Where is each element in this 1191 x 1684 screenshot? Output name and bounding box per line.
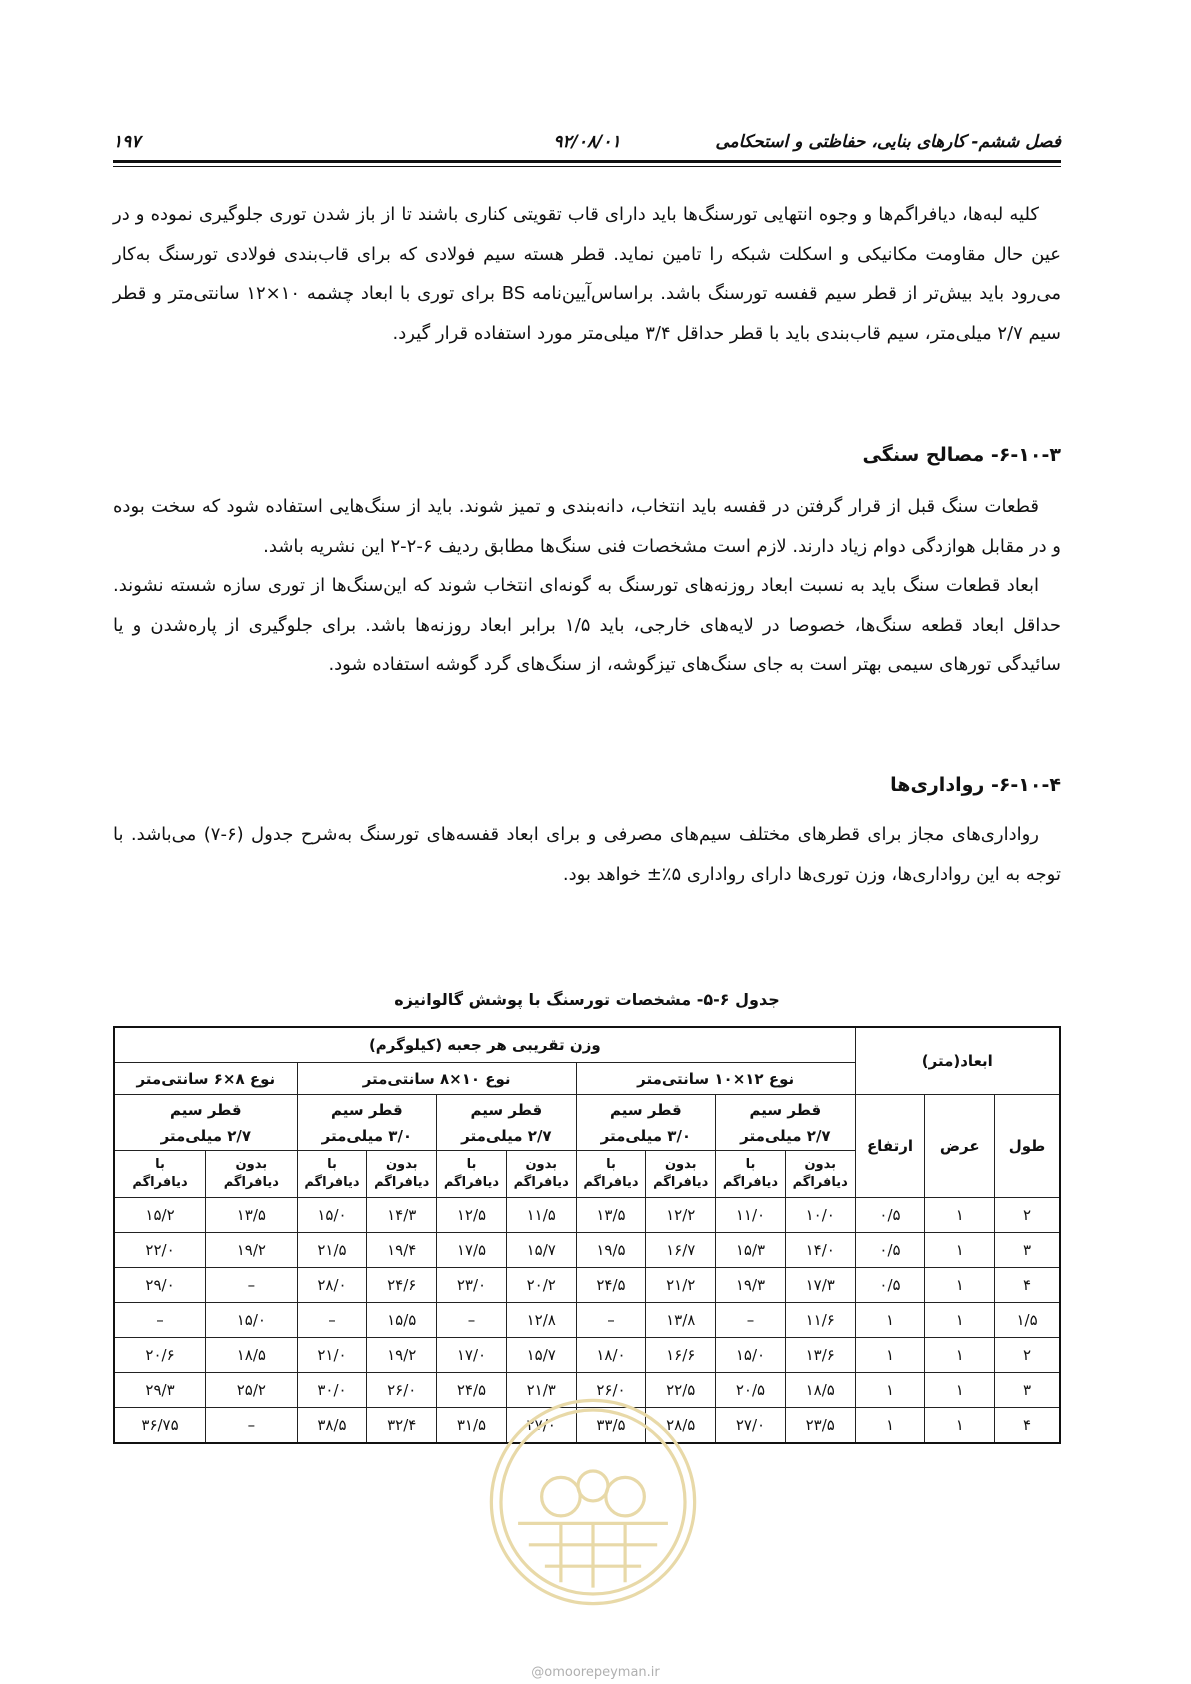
table-cell: ۲۹/۳ [114, 1373, 206, 1408]
table-cell: ۳۲/۴ [367, 1408, 437, 1444]
table-cell: ۱۴/۰ [785, 1233, 855, 1268]
table-cell: – [437, 1303, 507, 1338]
wire-diameter-header: قطر سیم ۳/۰ میلی‌متر [576, 1095, 716, 1151]
type-header: نوع ۱۲×۱۰ سانتی‌متر [576, 1063, 855, 1095]
dimensions-header: ابعاد(متر) [855, 1027, 1060, 1095]
table-cell: ۱۱/۵ [506, 1198, 576, 1233]
table-row [114, 1303, 1060, 1338]
table-cell: ۱۷/۵ [437, 1233, 507, 1268]
chapter-title: فصل ششم- کارهای بنایی، حفاظتی و استحکامی [715, 132, 1061, 152]
table-cell: ۳ [995, 1373, 1060, 1408]
watermark-seal [486, 1395, 700, 1609]
table-cell: ۲۱/۵ [297, 1233, 367, 1268]
header-rule-thin [113, 166, 1061, 167]
table-cell: ۲۳/۵ [785, 1408, 855, 1444]
without-diaphragm-header: بدون دیافراگم [646, 1151, 716, 1198]
table-cell: ۱۵/۲ [114, 1198, 206, 1233]
table-cell: ۱۸/۰ [576, 1338, 646, 1373]
without-diaphragm-header: بدون دیافراگم [785, 1151, 855, 1198]
table-cell: ۲۳/۰ [437, 1268, 507, 1303]
table-cell: ۱ [855, 1373, 925, 1408]
table-cell: ۲۶/۰ [367, 1373, 437, 1408]
table-cell: ۲۸/۰ [297, 1268, 367, 1303]
table-cell: – [297, 1303, 367, 1338]
table-cell: ۱۵/۳ [716, 1233, 786, 1268]
table-cell: ۱۸/۵ [785, 1373, 855, 1408]
table-cell: ۱۸/۵ [206, 1338, 298, 1373]
paragraph: کلیه لبه‌ها، دیافراگم‌ها و وجوه انتهایی تورسنگ‌ها باید دارای قاب تقویتی کناری باشند تا از باز شدن توری جلوگیری نموده و در عین حال مقاومت مکانیکی و اسکلت شبکه را تامین نماید. قطر هسته سیم فولادی که برای قاب‌بندی فولادی تورسنگ به‌کار می‌رود باید بیش‌تر از قطر سیم قفسه تورسنگ باشد. براساس‌آیین‌نامه BS برای توری با ابعاد چشمه ۱۰×۱۲ سانتی‌متر و قطر سیم ۲/۷ میلی‌متر، سیم قاب‌بندی باید با قطر حداقل ۳/۴ میلی‌متر مورد استفاده قرار گیرد. [113, 204, 1061, 344]
table-cell: ۱۵/۷ [506, 1233, 576, 1268]
table-cell: ۳۱/۵ [437, 1408, 507, 1444]
weight-header: وزن تقریبی هر جعبه (کیلوگرم) [114, 1027, 855, 1063]
paragraph-tolerances [113, 815, 1061, 894]
paragraph-stone-dimensions [113, 566, 1061, 685]
table-cell: ۱۲/۸ [506, 1303, 576, 1338]
table-cell: ۱۶/۷ [646, 1233, 716, 1268]
with-diaphragm-header: با دیافراگم [437, 1151, 507, 1198]
table-cell: ۱۳/۵ [206, 1198, 298, 1233]
table-cell: ۱۹/۲ [206, 1233, 298, 1268]
without-diaphragm-header: بدون دیافراگم [367, 1151, 437, 1198]
table-cell: ۲۴/۵ [437, 1373, 507, 1408]
height-header: ارتفاع [855, 1095, 925, 1198]
heading-stone-materials: ۶-۱۰-۳- مصالح سنگی [862, 444, 1061, 466]
table-cell: ۱ [925, 1408, 995, 1444]
table-cell: ۲۰/۲ [506, 1268, 576, 1303]
with-diaphragm-header: با دیافراگم [576, 1151, 646, 1198]
table-cell: ۱۵/۰ [716, 1338, 786, 1373]
table-cell: ۴ [995, 1268, 1060, 1303]
paragraph-stone-selection [113, 487, 1061, 566]
watermark-site: @omoorepeyman.ir [531, 1665, 660, 1680]
without-diaphragm-header: بدون دیافراگم [506, 1151, 576, 1198]
table-cell: ۲ [995, 1338, 1060, 1373]
table-cell: ۱ [925, 1233, 995, 1268]
table-row [114, 1338, 1060, 1373]
wire-diameter-header: قطر سیم ۲/۷ میلی‌متر [716, 1095, 856, 1151]
table-cell: ۱۱/۶ [785, 1303, 855, 1338]
table-cell: ۰/۵ [855, 1198, 925, 1233]
paragraph-frame-reinforcement [113, 195, 1061, 353]
with-diaphragm-header: با دیافراگم [297, 1151, 367, 1198]
table-cell: ۱۵/۰ [297, 1198, 367, 1233]
table-cell: ۱۰/۰ [785, 1198, 855, 1233]
table-cell: ۱۲/۲ [646, 1198, 716, 1233]
table-cell: ۲۵/۲ [206, 1373, 298, 1408]
table-caption: جدول ۶-۵- مشخصات تورسنگ با پوشش گالوانیزه [394, 990, 780, 1009]
type-header: نوع ۸×۶ سانتی‌متر [114, 1063, 297, 1095]
table-cell: ۱۷/۳ [785, 1268, 855, 1303]
table-cell: ۱ [925, 1198, 995, 1233]
without-diaphragm-header: بدون دیافراگم [206, 1151, 298, 1198]
table-cell: ۱/۵ [995, 1303, 1060, 1338]
table-cell: ۳ [995, 1233, 1060, 1268]
section-heading [113, 770, 1061, 800]
table-cell: ۱۳/۶ [785, 1338, 855, 1373]
table-cell: ۱۵/۷ [506, 1338, 576, 1373]
table-cell: – [576, 1303, 646, 1338]
table-cell: ۱۹/۳ [716, 1268, 786, 1303]
table-cell: ۲۱/۲ [646, 1268, 716, 1303]
table-cell: ۱۳/۸ [646, 1303, 716, 1338]
table-row [114, 1268, 1060, 1303]
type-header: نوع ۱۰×۸ سانتی‌متر [297, 1063, 576, 1095]
gabion-spec-table [113, 1026, 1061, 1444]
table-cell: ۱۶/۶ [646, 1338, 716, 1373]
wire-diameter-header: قطر سیم ۲/۷ میلی‌متر [114, 1095, 297, 1151]
table-cell: ۱ [925, 1338, 995, 1373]
page-number: ۱۹۷ [113, 132, 141, 152]
table-cell: ۲۴/۵ [576, 1268, 646, 1303]
table-cell: ۰/۵ [855, 1268, 925, 1303]
table-row [114, 1198, 1060, 1233]
table-cell: ۱۲/۵ [437, 1198, 507, 1233]
section-heading [113, 440, 1061, 470]
table-cell: ۱ [855, 1303, 925, 1338]
table-cell: ۲۲/۰ [114, 1233, 206, 1268]
table-cell: ۳۰/۰ [297, 1373, 367, 1408]
table-cell: ۲۱/۳ [506, 1373, 576, 1408]
heading-tolerances: ۶-۱۰-۴- رواداری‌ها [890, 774, 1061, 796]
paragraph: رواداری‌های مجاز برای قطرهای مختلف سیم‌های مصرفی و برای ابعاد قفسه‌های تورسنگ به‌شرح جدول (۶-۷) می‌باشد. با توجه به این رواداری‌ها، وزن توری‌ها دارای رواداری ۵٪± خواهد بود. [113, 824, 1061, 885]
table-cell: ۲۰/۶ [114, 1338, 206, 1373]
length-header: طول [995, 1095, 1060, 1198]
table-cell: ۲۱/۰ [297, 1338, 367, 1373]
table-cell: – [206, 1268, 298, 1303]
table-cell: ۳۶/۷۵ [114, 1408, 206, 1444]
wire-diameter-header: قطر سیم ۲/۷ میلی‌متر [437, 1095, 577, 1151]
with-diaphragm-header: با دیافراگم [716, 1151, 786, 1198]
table-cell: ۱۵/۰ [206, 1303, 298, 1338]
table-cell: ۲۰/۵ [716, 1373, 786, 1408]
table-cell: ۱۷/۰ [437, 1338, 507, 1373]
header-rule-thick [113, 160, 1061, 163]
table-cell: ۲۸/۵ [646, 1408, 716, 1444]
table-cell: – [716, 1303, 786, 1338]
wire-diameter-header: قطر سیم ۳/۰ میلی‌متر [297, 1095, 437, 1151]
table-cell: ۱ [855, 1338, 925, 1373]
table-cell: ۳۳/۵ [576, 1408, 646, 1444]
table-cell: ۴ [995, 1408, 1060, 1444]
table-cell: ۱ [925, 1373, 995, 1408]
table-row [114, 1233, 1060, 1268]
page-header [113, 128, 1061, 158]
table-cell: ۱ [925, 1268, 995, 1303]
table-cell: ۱۴/۳ [367, 1198, 437, 1233]
table-cell: ۱۳/۵ [576, 1198, 646, 1233]
table-cell: – [114, 1303, 206, 1338]
paragraph: ابعاد قطعات سنگ باید به نسبت ابعاد روزنه‌های تورسنگ به گونه‌ای انتخاب شوند که این‌سنگ‌ها از توری سازه شسته نشوند. حداقل ابعاد قطعه سنگ‌ها، خصوصا در لایه‌های خارجی، باید ۱/۵ برابر ابعاد روزنه‌ها باشد. برای جلوگیری از پاره‌شدن و یا سائیدگی تورهای سیمی بهتر است به جای سنگ‌های تیزگوشه، از سنگ‌های گرد گوشه استفاده شود. [113, 575, 1061, 675]
table-cell: ۲۲/۵ [646, 1373, 716, 1408]
table-cell: ۱۹/۲ [367, 1338, 437, 1373]
table-cell: ۱ [925, 1303, 995, 1338]
header-date: ۹۲/۰۸/۰۱ [553, 132, 621, 152]
table-cell: ۲۶/۰ [576, 1373, 646, 1408]
table-cell: ۲۷/۰ [716, 1408, 786, 1444]
table-cell: ۱۵/۵ [367, 1303, 437, 1338]
table-cell: ۰/۵ [855, 1233, 925, 1268]
table-cell: ۲۷/۰ [506, 1408, 576, 1444]
width-header: عرض [925, 1095, 995, 1198]
table-cell: ۲۹/۰ [114, 1268, 206, 1303]
table-cell: ۲۴/۶ [367, 1268, 437, 1303]
table-cell: – [206, 1408, 298, 1444]
paragraph: قطعات سنگ قبل از قرار گرفتن در قفسه باید انتخاب، دانه‌بندی و تمیز شوند. باید از سنگ‌هایی استفاده شود که سخت بوده و در مقابل هوازدگی دوام زیاد دارند. لازم است مشخصات فنی سنگ‌ها مطابق ردیف ۶-۲-۲ این نشریه باشد. [113, 496, 1061, 557]
table-cell: ۲ [995, 1198, 1060, 1233]
table-cell: ۱۱/۰ [716, 1198, 786, 1233]
table-cell: ۱۹/۵ [576, 1233, 646, 1268]
table-cell: ۱ [855, 1408, 925, 1444]
table-cell: ۳۸/۵ [297, 1408, 367, 1444]
table-cell: ۱۹/۴ [367, 1233, 437, 1268]
with-diaphragm-header: با دیافراگم [114, 1151, 206, 1198]
